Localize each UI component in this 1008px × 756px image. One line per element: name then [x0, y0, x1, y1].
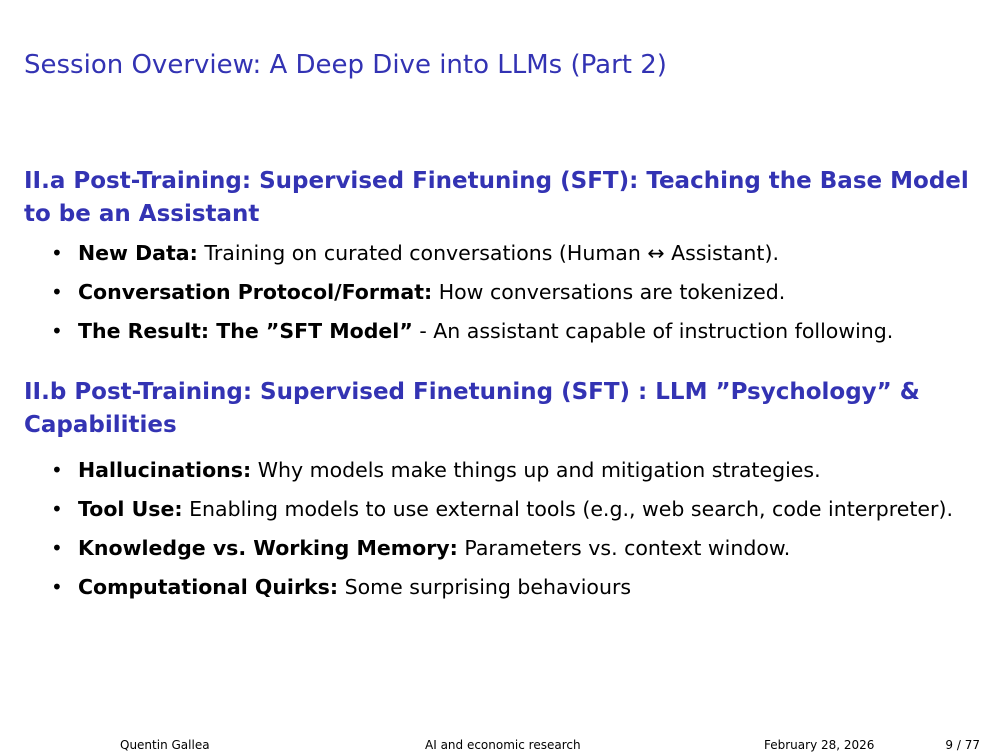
item-text: Training on curated conversations (Human ↔ Assistant).	[204, 241, 779, 265]
list-item	[24, 312, 984, 351]
bullet-icon: •	[51, 458, 63, 482]
bullet-icon: •	[51, 536, 63, 560]
bullet-list	[24, 451, 984, 607]
footer	[0, 736, 1008, 754]
section-heading: II.b Post-Training: Supervised Finetuning (SFT) : LLM ”Psychology” & Capabilities	[24, 379, 920, 438]
footer-author: Quentin Gallea	[120, 738, 210, 752]
item-text: Some surprising behaviours	[344, 575, 632, 599]
footer-page-number: 9 / 77	[945, 738, 980, 752]
slide-title: Session Overview: A Deep Dive into LLMs (Part 2)	[24, 50, 667, 80]
item-label: Hallucinations:	[78, 458, 252, 482]
list-item	[24, 568, 984, 607]
item-label: Conversation Protocol/Format:	[78, 280, 433, 304]
bullet-icon: •	[51, 497, 63, 521]
item-label: Computational Quirks:	[78, 575, 339, 599]
list-item	[24, 451, 984, 490]
item-label: The Result: The ”SFT Model”	[78, 319, 413, 343]
footer-short-title: AI and economic research	[425, 738, 581, 752]
item-text: How conversations are tokenized.	[438, 280, 786, 304]
footer-date: February 28, 2026	[764, 738, 875, 752]
item-text: Enabling models to use external tools (e.g., web search, code interpreter).	[189, 497, 953, 521]
item-text: Parameters vs. context window.	[464, 536, 791, 560]
item-text: - An assistant capable of instruction following.	[419, 319, 894, 343]
list-item	[24, 529, 984, 568]
item-label: New Data:	[78, 241, 198, 265]
section-heading: II.a Post-Training: Supervised Finetuning (SFT): Teaching the Base Model to be an Assistant	[24, 168, 969, 227]
list-item	[24, 490, 984, 529]
bullet-icon: •	[51, 575, 63, 599]
list-item	[24, 234, 984, 273]
item-text: Why models make things up and mitigation strategies.	[257, 458, 821, 482]
list-item	[24, 273, 984, 312]
item-label: Tool Use:	[78, 497, 183, 521]
bullet-icon: •	[51, 319, 63, 343]
bullet-list	[24, 234, 984, 351]
section-iib	[24, 376, 984, 607]
section-iia	[24, 165, 984, 351]
bullet-icon: •	[51, 241, 63, 265]
bullet-icon: •	[51, 280, 63, 304]
item-label: Knowledge vs. Working Memory:	[78, 536, 458, 560]
